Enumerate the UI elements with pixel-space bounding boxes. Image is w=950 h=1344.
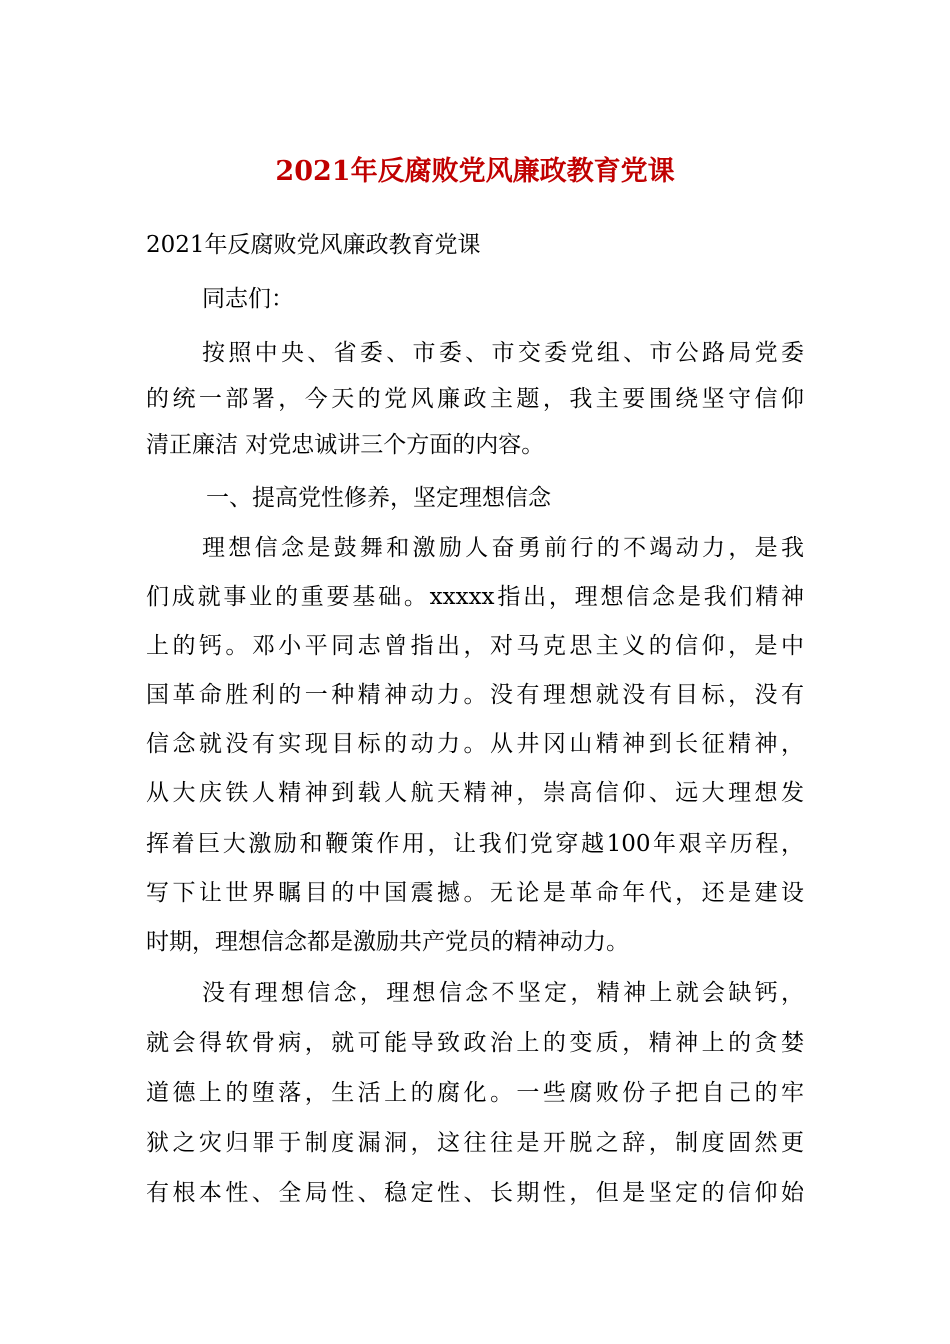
- intro-line: 的统一部署，今天的党风廉政主题，我主要围绕坚守信仰: [146, 386, 804, 412]
- paragraph-line: 没有理想信念，理想信念不坚定，精神上就会缺钙，: [202, 980, 804, 1006]
- paragraph-line: 写下让世界瞩目的中国震撼。无论是革命年代，还是建设: [146, 880, 804, 906]
- paragraph-line: 挥着巨大激励和鞭策作用，让我们党穿越100年艰辛历程，: [146, 831, 804, 857]
- paragraph-line: 理想信念是鼓舞和激励人奋勇前行的不竭动力，是我: [202, 535, 804, 561]
- salutation: 同志们：: [202, 286, 294, 312]
- document-subtitle: 2021年反腐败党风廉政教育党课: [146, 232, 481, 258]
- paragraph-line: 信念就没有实现目标的动力。从井冈山精神到长征精神，: [146, 731, 804, 757]
- paragraph-line: 从大庆铁人精神到载人航天精神，崇高信仰、远大理想发: [146, 780, 804, 806]
- paragraph-line: 们成就事业的重要基础。xxxxx指出，理想信念是我们精神: [146, 584, 804, 610]
- intro-line: 按照中央、省委、市委、市交委党组、市公路局党委: [202, 340, 804, 366]
- document-title: 2021年反腐败党风廉政教育党课: [275, 156, 675, 187]
- intro-line: 清正廉洁 对党忠诚讲三个方面的内容。: [146, 432, 545, 458]
- paragraph-line: 国革命胜利的一种精神动力。没有理想就没有目标，没有: [146, 682, 804, 708]
- paragraph-line: 道德上的堕落，生活上的腐化。一些腐败份子把自己的牢: [146, 1080, 804, 1106]
- paragraph-line: 上的钙。邓小平同志曾指出，对马克思主义的信仰，是中: [146, 633, 804, 659]
- paragraph-line: 狱之灾归罪于制度漏洞，这往往是开脱之辞，制度固然更: [146, 1130, 804, 1156]
- paragraph-line: 就会得软骨病，就可能导致政治上的变质，精神上的贪婪: [146, 1030, 804, 1056]
- paragraph-line: 时期，理想信念都是激励共产党员的精神动力。: [146, 929, 629, 955]
- section-heading: 一、提高党性修养，坚定理想信念: [206, 485, 551, 511]
- paragraph-line: 有根本性、全局性、稳定性、长期性，但是坚定的信仰始: [146, 1180, 804, 1206]
